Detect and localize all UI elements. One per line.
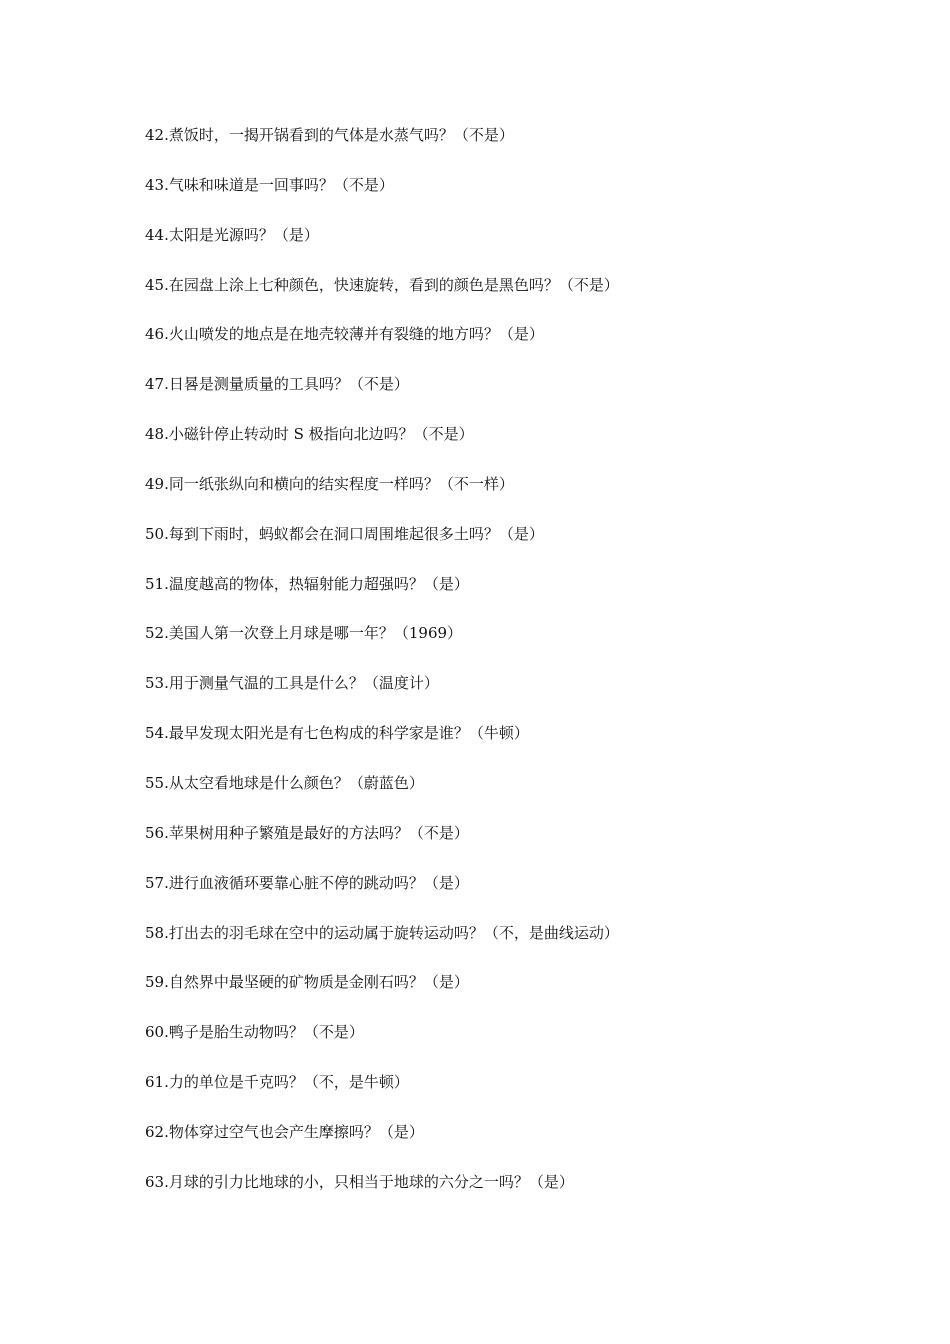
question-59: 59.自然界中最坚硬的矿物质是金刚石吗？（是）: [145, 973, 469, 992]
question-42: 42.煮饭时，一揭开锅看到的气体是水蒸气吗？（不是）: [145, 126, 514, 144]
question-51: 51.温度越高的物体，热辐射能力超强吗？（是）: [145, 574, 469, 593]
question-48: 48.小磁针停止转动时 S 极指向北边吗？（不是）: [145, 425, 474, 444]
question-list: [145, 124, 905, 1221]
question-62: 62.物体穿过空气也会产生摩擦吗？（是）: [145, 1122, 424, 1141]
question-55: 55.从太空看地球是什么颜色？（蔚蓝色）: [145, 773, 424, 792]
question-49: 49.同一纸张纵向和横向的结实程度一样吗？（不一样）: [145, 474, 514, 493]
question-54: 54.最早发现太阳光是有七色构成的科学家是谁？（牛顿）: [145, 724, 529, 743]
question-60: 60.鸭子是胎生动物吗？（不是）: [145, 1023, 364, 1042]
question-43: 43.气味和味道是一回事吗？（不是）: [145, 175, 394, 194]
question-57: 57.进行血液循环要靠心脏不停的跳动吗？（是）: [145, 873, 469, 892]
question-45: 45.在园盘上涂上七种颜色，快速旋转，看到的颜色是黑色吗？（不是）: [145, 275, 619, 294]
question-61: 61.力的单位是千克吗？（不，是牛顿）: [145, 1073, 409, 1092]
question-50: 50.每到下雨时，蚂蚁都会在洞口周围堆起很多土吗？（是）: [145, 524, 544, 543]
question-63: 63.月球的引力比地球的小，只相当于地球的六分之一吗？（是）: [145, 1172, 574, 1191]
question-47: 47.日晷是测量质量的工具吗？（不是）: [145, 375, 409, 394]
question-56: 56.苹果树用种子繁殖是最好的方法吗？（不是）: [145, 823, 469, 842]
question-52: 52.美国人第一次登上月球是哪一年？（1969）: [145, 624, 463, 643]
question-58: 58.打出去的羽毛球在空中的运动属于旋转运动吗？（不，是曲线运动）: [145, 923, 619, 942]
question-53: 53.用于测量气温的工具是什么？（温度计）: [145, 674, 439, 693]
question-44: 44.太阳是光源吗？（是）: [145, 225, 319, 244]
question-46: 46.火山喷发的地点是在地壳较薄并有裂缝的地方吗？（是）: [145, 325, 544, 344]
